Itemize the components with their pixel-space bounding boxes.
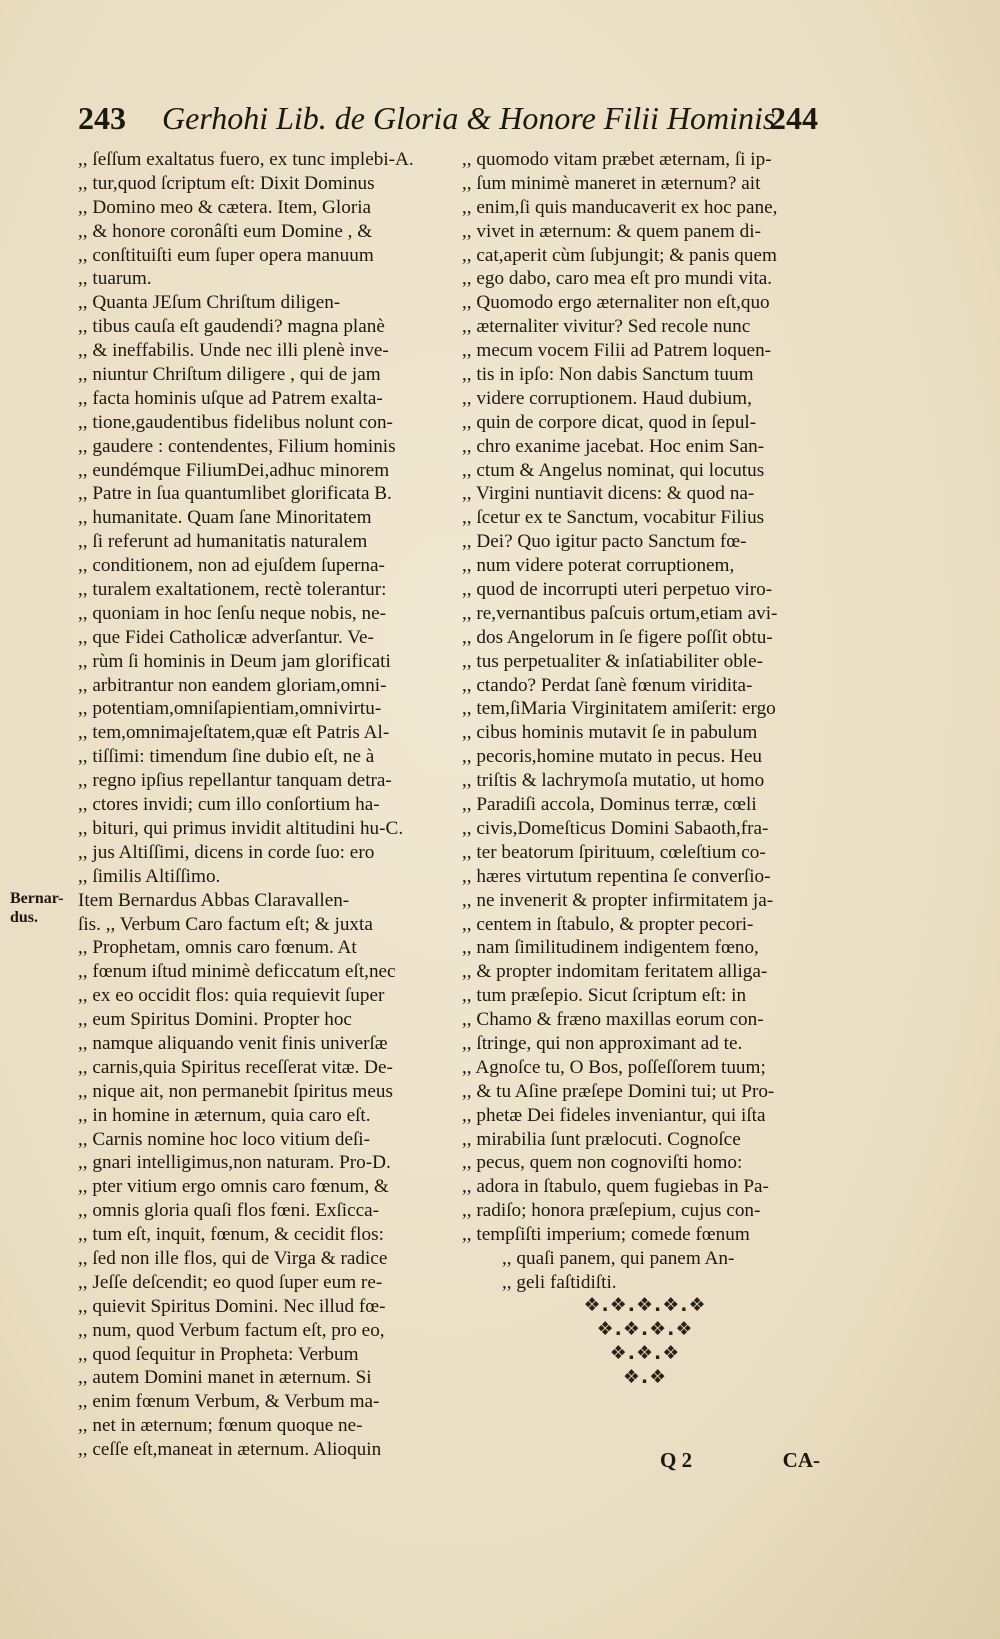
text-line: ,, Quanta JEſum Chriſtum diligen- bbox=[78, 292, 341, 314]
text-line: ,, & ineffabilis. Unde nec illi plenè inve- bbox=[78, 340, 389, 362]
signature-mark: Q 2 bbox=[660, 1448, 693, 1472]
text-line: ,, centem in ſtabulo, & propter pecori- bbox=[462, 913, 754, 935]
ornament-row: ❖.❖ bbox=[622, 1366, 668, 1388]
ornament-row: ❖.❖.❖.❖.❖ bbox=[583, 1294, 707, 1316]
text-line: ,, triſtis & lachrymoſa mutatio, ut homo bbox=[462, 770, 765, 792]
text-line: ,, Prophetam, omnis caro fœnum. At bbox=[78, 937, 357, 959]
text-line: ,, facta hominis uſque ad Patrem exalta- bbox=[78, 387, 383, 409]
text-line: ,, ſi referunt ad humanitatis naturalem bbox=[78, 531, 368, 553]
text-line: ,, namque aliquando venit finis univerſæ bbox=[78, 1032, 388, 1054]
ornament-row: ❖.❖.❖.❖ bbox=[596, 1318, 694, 1340]
right-text-column bbox=[462, 148, 822, 1295]
text-line: ,, ter beatorum ſpirituum, cœleſtium co- bbox=[462, 841, 766, 863]
text-line: ,, Paradiſi accola, Dominus terræ, cœli bbox=[462, 794, 757, 816]
text-line: ,, cibus hominis mutavit ſe in pabulum bbox=[462, 722, 758, 744]
left-text-column bbox=[78, 148, 458, 1462]
text-line: ,, tur,quod ſcriptum eſt: Dixit Dominus bbox=[78, 172, 375, 194]
text-line: ,, conditionem, non ad ejuſdem ſuperna- bbox=[78, 555, 385, 577]
text-line: ,, Agnoſce tu, O Bos, poſſeſſorem tuum; bbox=[462, 1056, 766, 1078]
text-line: ,, tum eſt, inquit, fœnum, & cecidit flos: bbox=[78, 1224, 384, 1246]
text-line: ,, nam ſimilitudinem indigentem fœno, bbox=[462, 937, 759, 959]
text-line: ,, ſeſſum exaltatus fuero, ex tunc implebi-A. bbox=[78, 149, 414, 170]
text-line: ,, niuntur Chriſtum diligere , qui de jam bbox=[78, 364, 381, 386]
text-line: ,, ſum minimè maneret in æternum? ait bbox=[462, 172, 761, 194]
catchword: CA- bbox=[782, 1448, 820, 1472]
text-line: ,, re,vernantibus paſcuis ortum,etiam avi- bbox=[462, 602, 778, 624]
text-line: ,, gnari intelligimus,non naturam. Pro-D. bbox=[78, 1152, 391, 1174]
text-line: ,, arbitrantur non eandem gloriam,omni- bbox=[78, 674, 387, 696]
marginal-note-line: dus. bbox=[10, 909, 39, 926]
text-line: ,, in homine in æternum, quia caro eſt. bbox=[78, 1104, 371, 1126]
text-line: ,, civis,Domeſticus Domini Sabaoth,fra- bbox=[462, 817, 769, 839]
text-line: ,, tem,omnimajeſtatem,quæ eſt Patris Al- bbox=[78, 722, 390, 744]
text-line: ,, videre corruptionem. Haud dubium, bbox=[462, 387, 752, 409]
text-line: ,, pter vitium ergo omnis caro fœnum, & bbox=[78, 1176, 389, 1198]
text-line: ,, mecum vocem Filii ad Patrem loquen- bbox=[462, 340, 772, 362]
marginal-note-line: Bernar- bbox=[10, 890, 64, 907]
text-line: ,, Quomodo ergo æternaliter non eſt,quo bbox=[462, 292, 770, 314]
text-line: ,, pecus, quem non cognoviſti homo: bbox=[462, 1152, 743, 1174]
text-line: ,, Jeſſe deſcendit; eo quod ſuper eum re- bbox=[78, 1271, 383, 1293]
text-line: ,, ſimilis Altiſſimo. bbox=[78, 865, 221, 887]
running-title: Gerhohi Lib. de Gloria & Honore Filii Hominis. bbox=[162, 100, 784, 136]
text-line: ,, ex eo occidit flos: quia requievit ſuper bbox=[78, 985, 385, 1007]
text-line: ,, tibus cauſa eſt gaudendi? magna planè bbox=[78, 316, 385, 338]
text-line: ,, nique ait, non permanebit ſpiritus meus bbox=[78, 1080, 393, 1102]
text-line: ,, turalem exaltationem, rectè tolerantur: bbox=[78, 579, 387, 601]
text-line: ,, quod ſequitur in Propheta: Verbum bbox=[78, 1343, 359, 1365]
page-footer bbox=[660, 1448, 820, 1478]
text-line: ,, mirabilia ſunt prælocuti. Cognoſce bbox=[462, 1128, 741, 1150]
text-line: ,, chro exanime jacebat. Hoc enim San- bbox=[462, 435, 765, 457]
text-line: ,, dos Angelorum in ſe figere poſſit obtu- bbox=[462, 626, 773, 648]
text-line: ,, enim fœnum Verbum, & Verbum ma- bbox=[78, 1391, 380, 1413]
text-line: ,, pecoris,homine mutato in pecus. Heu bbox=[462, 746, 763, 768]
text-line: ,, rùm ſi hominis in Deum jam glorificati bbox=[78, 650, 391, 672]
text-line: Item Bernardus Abbas Claravallen- bbox=[78, 889, 350, 911]
running-header bbox=[78, 100, 818, 144]
text-line: ,, cat,aperit cùm ſubjungit; & panis quem bbox=[462, 244, 777, 266]
text-line: ,, Carnis nomine hoc loco vitium deſi- bbox=[78, 1128, 371, 1150]
text-line: ,, que Fidei Catholicæ adverſantur. Ve- bbox=[78, 626, 374, 648]
marginal-note bbox=[10, 889, 62, 927]
text-line: ,, tuarum. bbox=[78, 268, 152, 290]
text-line: ,, geli faſtidiſti. bbox=[502, 1271, 617, 1293]
text-line: ,, gaudere : contendentes, Filium hominis bbox=[78, 435, 396, 457]
ornament-row: ❖.❖.❖ bbox=[609, 1342, 681, 1364]
tailpiece-ornament bbox=[540, 1293, 750, 1389]
text-line: ,, num, quod Verbum factum eſt, pro eo, bbox=[78, 1319, 385, 1341]
text-line: ,, æternaliter vivitur? Sed recole nunc bbox=[462, 316, 751, 338]
text-line: ,, omnis gloria quaſi flos fœni. Exſicca- bbox=[78, 1200, 380, 1222]
text-line: ,, tiſſimi: timendum ſine dubio eſt, ne à bbox=[78, 746, 375, 768]
text-line: ,, ſtringe, qui non approximant ad te. bbox=[462, 1032, 743, 1054]
text-line: ,, ctando? Perdat ſanè fœnum viridita- bbox=[462, 674, 753, 696]
text-line: ,, ſcetur ex te Sanctum, vocabitur Filius bbox=[462, 507, 765, 529]
text-line: ,, regno ipſius repellantur tanquam detra- bbox=[78, 770, 392, 792]
text-line: ,, num videre poterat corruptionem, bbox=[462, 555, 735, 577]
text-line: ,, bituri, qui primus invidit altitudini hu-C. bbox=[78, 817, 404, 839]
text-line: ,, radiſo; honora præſepium, cujus con- bbox=[462, 1200, 761, 1222]
text-line: ,, tum præſepio. Sicut ſcriptum eſt: in bbox=[462, 985, 747, 1007]
text-line: ,, tione,gaudentibus fidelibus nolunt con- bbox=[78, 411, 393, 433]
text-line: ſis. ,, Verbum Caro factum eſt; & juxta bbox=[78, 913, 373, 935]
text-line: ,, autem Domini manet in æternum. Si bbox=[78, 1367, 372, 1389]
text-line: ,, & propter indomitam feritatem alliga- bbox=[462, 961, 768, 983]
text-line: ,, quaſi panem, qui panem An- bbox=[502, 1247, 735, 1269]
text-line: ,, Virgini nuntiavit dicens: & quod na- bbox=[462, 483, 755, 505]
text-line: ,, Dei? Quo igitur pacto Sanctum fœ- bbox=[462, 531, 747, 553]
text-line: ,, quomodo vitam præbet æternam, ſi ip- bbox=[462, 149, 772, 170]
text-line: ,, & honore coronâſti eum Domine , & bbox=[78, 220, 373, 242]
text-line: ,, ſed non ille flos, qui de Virga & radice bbox=[78, 1247, 388, 1269]
text-line: ,, vivet in æternum: & quem panem di- bbox=[462, 220, 761, 242]
text-line: ,, quod de incorrupti uteri perpetuo viro- bbox=[462, 579, 773, 601]
text-line: ,, ceſſe eſt,maneat in æternum. Alioquin bbox=[78, 1439, 382, 1461]
text-line: ,, adora in ſtabulo, quem fugiebas in Pa- bbox=[462, 1176, 769, 1198]
text-line: ,, humanitate. Quam ſane Minoritatem bbox=[78, 507, 372, 529]
text-line: ,, quoniam in hoc ſenſu neque nobis, ne- bbox=[78, 602, 387, 624]
text-line: ,, enim,ſi quis manducaverit ex hoc pane, bbox=[462, 196, 778, 218]
text-line: ,, tempſiſti imperium; comede fœnum bbox=[462, 1224, 750, 1246]
text-line: ,, eundémque FiliumDei,adhuc minorem bbox=[78, 459, 390, 481]
text-line: ,, phetæ Dei fideles inveniantur, qui iſta bbox=[462, 1104, 766, 1126]
page-number-left: 243 bbox=[78, 100, 126, 136]
text-line: ,, conſtituiſti eum ſuper opera manuum bbox=[78, 244, 374, 266]
text-line: ,, quin de corpore dicat, quod in ſepul- bbox=[462, 411, 757, 433]
text-line: ,, Patre in ſua quantumlibet glorificata B. bbox=[78, 483, 392, 505]
text-line: ,, ne invenerit & propter infirmitatem ja- bbox=[462, 889, 774, 911]
text-line: ,, Domino meo & cætera. Item, Gloria bbox=[78, 196, 372, 218]
text-line: ,, hæres virtutum repentina ſe converſio- bbox=[462, 865, 771, 887]
text-line: ,, net in æternum; fœnum quoque ne- bbox=[78, 1415, 363, 1437]
text-line: ,, jus Altiſſimi, dicens in corde ſuo: ero bbox=[78, 841, 375, 863]
text-line: ,, ego dabo, caro mea eſt pro mundi vita. bbox=[462, 268, 773, 290]
text-line: ,, fœnum iſtud minimè deficcatum eſt,nec bbox=[78, 961, 396, 983]
text-line: ,, tem,ſiMaria Virginitatem amiſerit: ergo bbox=[462, 698, 776, 720]
text-line: ,, Chamo & fræno maxillas eorum con- bbox=[462, 1009, 764, 1031]
text-line: ,, potentiam,omniſapientiam,omnivirtu- bbox=[78, 698, 382, 720]
text-line: ,, quievit Spiritus Domini. Nec illud fœ- bbox=[78, 1295, 386, 1317]
text-line: ,, & tu Aſine præſepe Domini tui; ut Pro- bbox=[462, 1080, 775, 1102]
page-number-right: 244 bbox=[770, 100, 818, 136]
text-line: ,, carnis,quia Spiritus receſſerat vitæ. De- bbox=[78, 1056, 393, 1078]
text-line: ,, ctum & Angelus nominat, qui locutus bbox=[462, 459, 765, 481]
text-line: ,, tus perpetualiter & inſatiabiliter oble- bbox=[462, 650, 764, 672]
text-line: ,, ctores invidi; cum illo conſortium ha- bbox=[78, 794, 380, 816]
text-line: ,, tis in ipſo: Non dabis Sanctum tuum bbox=[462, 364, 754, 386]
text-line: ,, eum Spiritus Domini. Propter hoc bbox=[78, 1009, 352, 1031]
